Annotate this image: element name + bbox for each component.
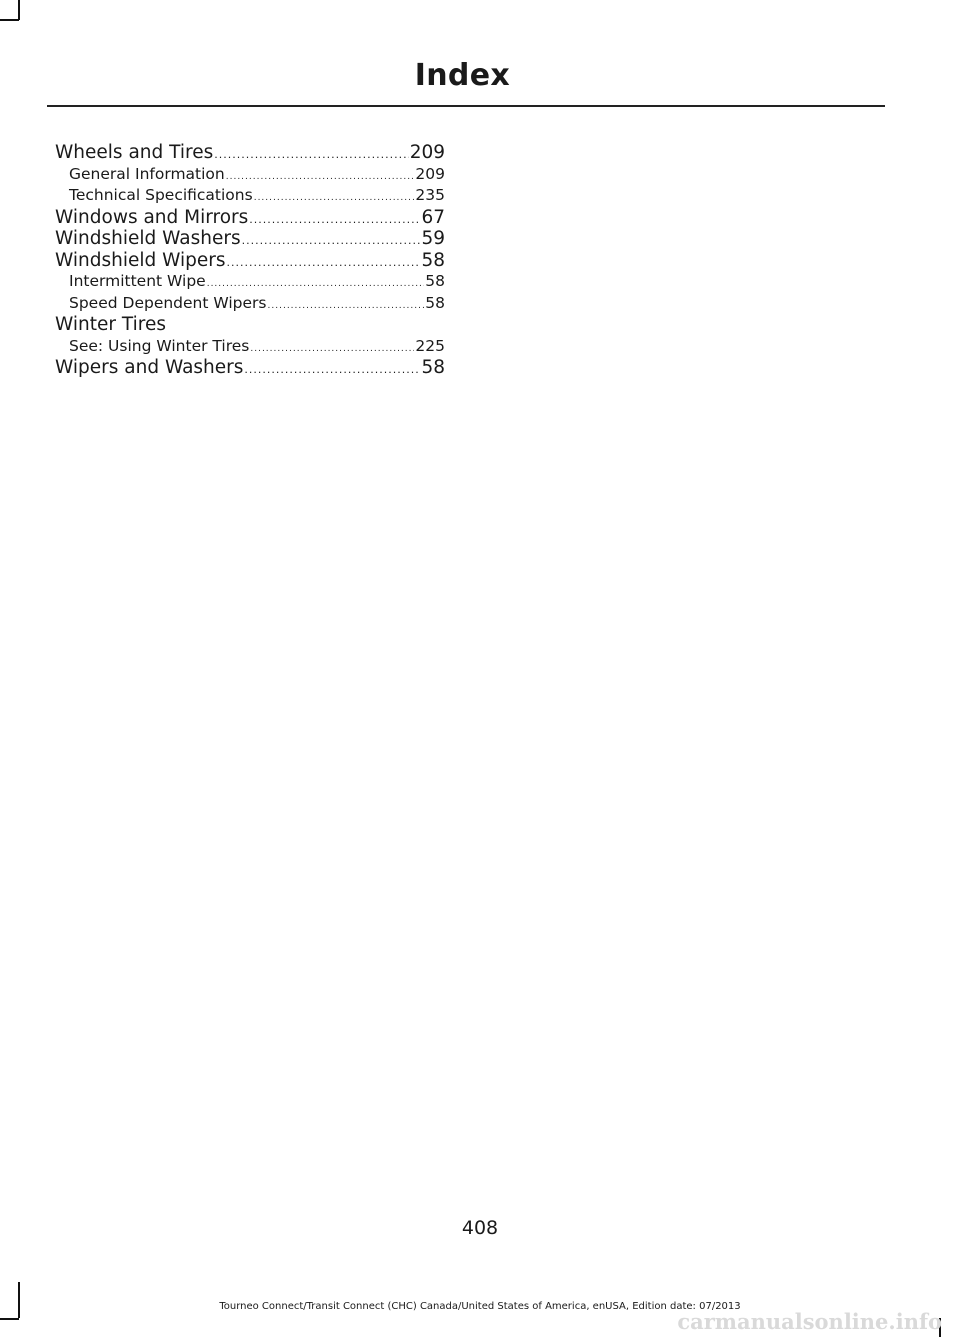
index-subentry[interactable] [55, 164, 445, 186]
page-title: Index [414, 58, 510, 93]
index-entry-page: 225 [415, 336, 445, 355]
index-entry-label: General Information [69, 164, 225, 183]
leader-dots [268, 296, 425, 318]
index-entry-page: 209 [409, 142, 445, 163]
crop-mark-top-left-horizontal [0, 19, 19, 21]
leader-dots [250, 339, 414, 361]
index-entry [55, 314, 445, 336]
index-entry-page: 235 [415, 186, 445, 204]
index-entry-page: 58 [425, 272, 445, 290]
index-entry-page: 209 [415, 164, 445, 183]
watermark: carmanualsonline.info [677, 1309, 942, 1334]
index-entry[interactable] [55, 357, 445, 379]
index-entry-label: See: Using Winter Tires [69, 336, 250, 355]
index-entry[interactable] [55, 228, 445, 250]
leader-dots [249, 209, 420, 231]
index-entry[interactable] [55, 142, 445, 164]
page-number: 408 [461, 1217, 499, 1239]
index-entry-label: Technical Specifications [69, 186, 253, 204]
header-divider [47, 105, 885, 107]
leader-dots [227, 252, 421, 274]
index-column [55, 142, 445, 379]
crop-mark-bottom-left-vertical [18, 1282, 20, 1318]
index-entry[interactable] [55, 250, 445, 272]
index-entry-label: Intermittent Wipe [69, 272, 206, 290]
index-entry-label: Winter Tires [55, 314, 166, 335]
leader-dots [214, 144, 408, 166]
index-entry[interactable] [55, 207, 445, 229]
index-entry-label: Windshield Wipers [55, 249, 226, 271]
index-entry-page: 59 [421, 228, 445, 249]
index-entry-page: 58 [421, 357, 445, 378]
index-entry-label: Wheels and Tires [55, 142, 214, 163]
crop-mark-bottom-left-horizontal [0, 1318, 19, 1320]
index-subentry[interactable] [55, 336, 445, 358]
leader-dots [244, 359, 420, 381]
leader-dots [226, 167, 415, 189]
index-entry-page: 67 [421, 206, 445, 228]
index-entry-label: Windows and Mirrors [55, 206, 249, 228]
index-subentry[interactable] [55, 185, 445, 207]
index-entry-label: Speed Dependent Wipers [69, 293, 267, 312]
index-subentry[interactable] [55, 293, 445, 315]
crop-mark-top-left-vertical [18, 0, 20, 20]
index-entry-page: 58 [425, 293, 445, 312]
index-entry-label: Wipers and Washers [55, 357, 244, 378]
footer-edition-text: Tourneo Connect/Transit Connect (CHC) Canada/United States of America, enUSA, Edition date: 07/2013 [219, 1301, 741, 1312]
index-entry-page: 58 [421, 249, 445, 271]
leader-dots [254, 188, 415, 210]
index-entry-label: Windshield Washers [55, 228, 241, 249]
index-subentry[interactable] [55, 271, 445, 293]
leader-dots [242, 230, 421, 252]
